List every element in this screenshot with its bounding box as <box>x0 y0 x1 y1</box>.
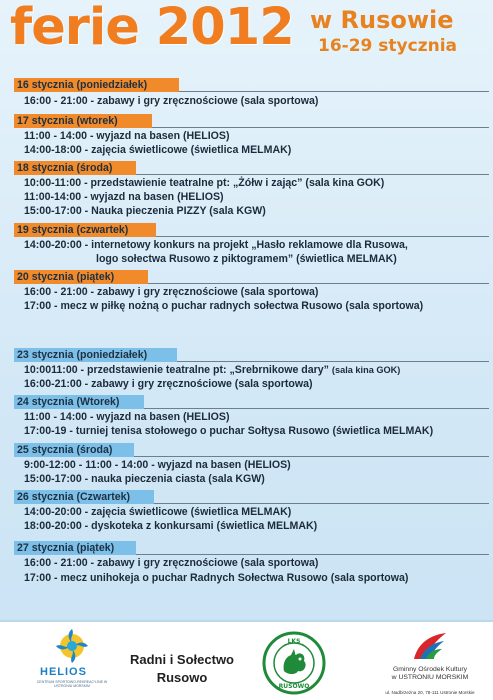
event-text: 10:0011:00 - przedstawienie teatralne pt: „Srebrnikowe dary” <box>24 364 332 376</box>
svg-text:LKS: LKS <box>287 638 301 645</box>
gok-logo-icon <box>410 629 450 663</box>
day-header-19 <box>14 223 128 237</box>
gok-address: ul. Nadbrzeżna 20, 78-111 Ustronie Morskie <box>385 690 475 695</box>
day-label: 17 stycznia (wtorek) <box>17 115 118 127</box>
event-item: 11:00 - 14:00 - wyjazd na basen (HELIOS) <box>24 130 230 142</box>
day-header-20 <box>14 270 114 284</box>
event-item: 17:00 - mecz w piłkę nożną o puchar radnych sołectwa Rusowo (sala sportowa) <box>24 300 424 312</box>
event-item: 16:00 - 21:00 - zabawy i gry zręcznościowe (sala sportowa) <box>24 557 319 569</box>
event-item: 9:00-12:00 - 11:00 - 14:00 - wyjazd na basen (HELIOS) <box>24 459 291 471</box>
event-item: 16:00 - 21:00 - zabawy i gry zręcznościowe (sala sportowa) <box>24 95 319 107</box>
club-seal-icon <box>262 631 326 695</box>
day-label: 20 stycznia (piątek) <box>17 271 115 283</box>
day-header-27 <box>14 541 114 555</box>
day-label: 24 stycznia (Wtorek) <box>17 396 120 408</box>
day-label: 25 stycznia (środa) <box>17 444 113 456</box>
poster-title: ferie 2012 <box>10 0 294 57</box>
day-header-16 <box>14 78 147 92</box>
svg-text:RUSOWO: RUSOWO <box>278 683 310 690</box>
event-item: 10:00-11:00 - przedstawienie teatralne pt: „Żółw i zając” (sala kina GOK) <box>24 177 385 189</box>
helios-name: HELIOS <box>40 666 87 678</box>
event-item: 16:00-21:00 - zabawy i gry zręcznościowe (sala sportowa) <box>24 378 313 390</box>
day-header-18 <box>14 161 112 175</box>
gok-name-line2: w USTRONIU MORSKIM <box>391 674 469 681</box>
event-item: 14:00-20:00 - zajęcia świetlicowe (świetlica MELMAK) <box>24 506 292 518</box>
day-label: 16 stycznia (poniedziałek) <box>17 79 148 91</box>
event-item: 15:00-17:00 - nauka pieczenia ciasta (sala KGW) <box>24 473 265 485</box>
event-item: 11:00 - 14:00 - wyjazd na basen (HELIOS) <box>24 411 230 423</box>
poster-location: w Rusowie <box>310 6 454 34</box>
day-header-26 <box>14 490 130 504</box>
event-item: 14:00-18:00 - zajęcia świetlicowe (świetlica MELMAK) <box>24 144 292 156</box>
day-label: 18 stycznia (środa) <box>17 162 113 174</box>
day-label: 23 stycznia (poniedziałek) <box>17 349 148 361</box>
event-item: 18:00-20:00 - dyskoteka z konkursami (świetlica MELMAK) <box>24 520 318 532</box>
event-item: 14:00-20:00 - internetowy konkurs na projekt „Hasło reklamowe dla Rusowa, <box>24 239 408 251</box>
event-item <box>24 363 400 377</box>
day-header-25 <box>14 443 112 457</box>
day-header-17 <box>14 114 118 128</box>
event-item: 16:00 - 21:00 - zabawy i gry zręcznościowe (sala sportowa) <box>24 286 319 298</box>
event-item: logo sołectwa Rusowo z piktogramem” (świetlica MELMAK) <box>96 253 397 265</box>
day-label: 19 stycznia (czwartek) <box>17 224 129 236</box>
gok-name-line1: Gminny Ośrodek Kultury <box>392 666 468 673</box>
helios-subtitle: CENTRUM SPORTOWO-REKREACYJNE W USTRONIU MORSKIM <box>36 680 108 688</box>
day-label: 27 stycznia (piątek) <box>17 542 115 554</box>
event-item: 17:00-19 - turniej tenisa stołowego o puchar Sołtysa Rusowo (świetlica MELMAK) <box>24 425 434 437</box>
poster-dates: 16-29 stycznia <box>318 36 457 56</box>
day-header-23 <box>14 348 147 362</box>
day-label: 26 stycznia (Czwartek) <box>17 491 131 503</box>
radni-line-1: Radni i Sołectwo <box>129 652 234 667</box>
radni-line-2: Rusowo <box>156 670 208 685</box>
event-suffix: (sala kina GOK) <box>331 365 401 375</box>
event-item: 17:00 - mecz unihokeja o puchar Radnych Sołectwa Rusowo (sala sportowa) <box>24 572 409 584</box>
event-item: 15:00-17:00 - Nauka pieczenia PIZZY (sala KGW) <box>24 205 266 217</box>
helios-logo-icon <box>54 627 90 665</box>
day-header-24 <box>14 395 119 409</box>
event-item: 11:00-14:00 - wyjazd na basen (HELIOS) <box>24 191 224 203</box>
